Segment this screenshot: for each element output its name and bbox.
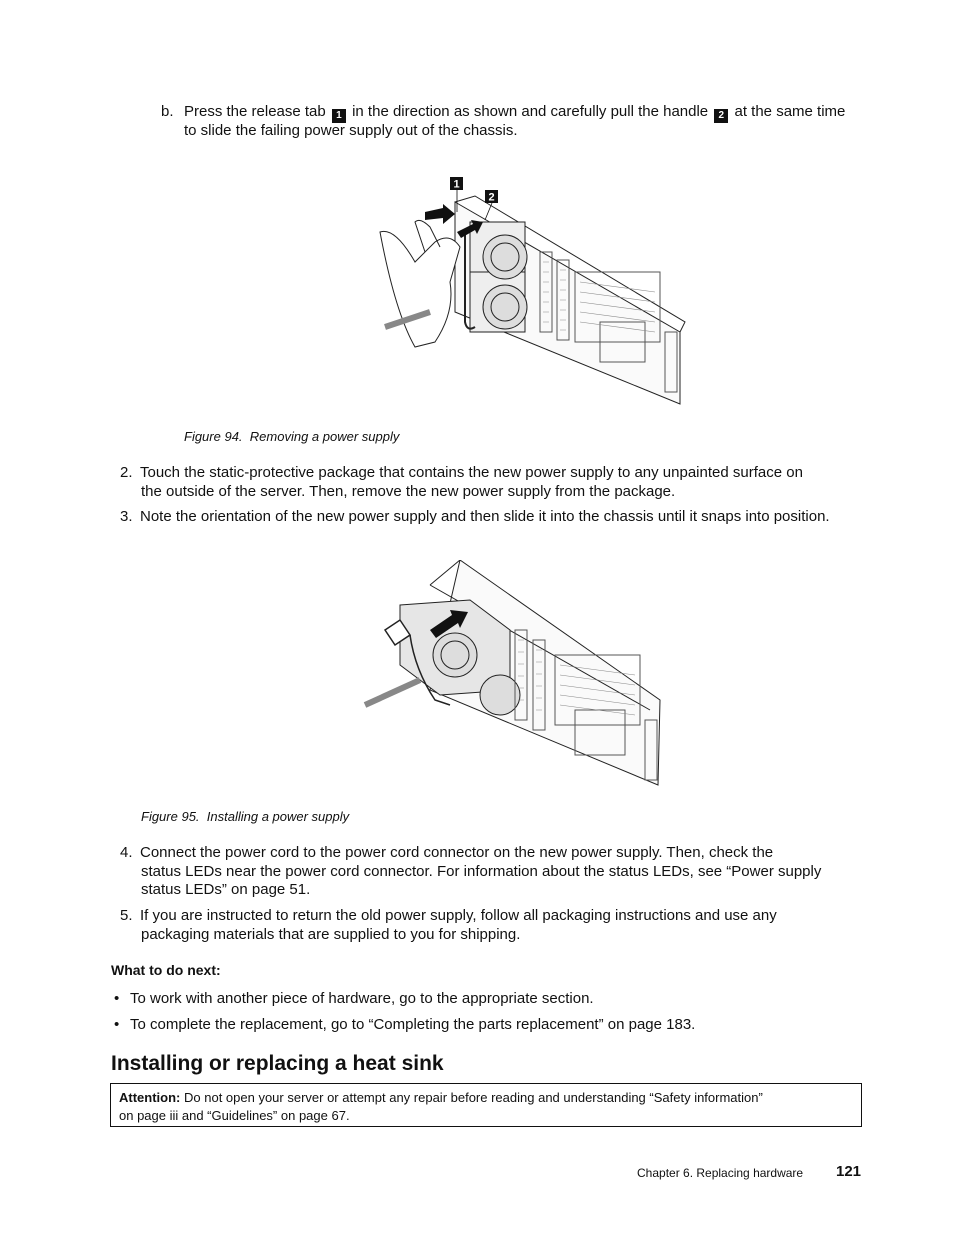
removing-power-supply-drawing (375, 172, 687, 408)
page-number: 121 (836, 1163, 862, 1180)
attention-text-1: Do not open your server or attempt any repair before reading and understanding “Safety information” (184, 1090, 763, 1105)
step-4-line-3: status LEDs” on page 51. (141, 881, 311, 898)
bullet-dot: • (114, 1016, 120, 1033)
figure-94-caption-text: Removing a power supply (249, 429, 400, 444)
footer-chapter: Chapter 6. Replacing hardware (637, 1166, 804, 1180)
bullet-dot: • (114, 990, 120, 1007)
figure-94-illustration (375, 172, 687, 408)
step-2-number: 2. (120, 464, 133, 481)
step-5-line-1: If you are instructed to return the old power supply, follow all packaging instructions and use any (140, 907, 777, 924)
section-title: Installing or replacing a heat sink (111, 1052, 444, 1075)
attention-text-2: on page iii and “Guidelines” on page 67. (119, 1107, 350, 1123)
callout-2-badge: 2 (714, 109, 728, 123)
figure-94-callout-2: 2 (488, 191, 495, 204)
bullet-item-1 (114, 990, 594, 1009)
figure-94-callout-1: 1 (453, 178, 460, 191)
step-5-line-2: packaging materials that are supplied to you for shipping. (141, 926, 521, 943)
bullet-text-2: To complete the replacement, go to “Completing the parts replacement” on page 183. (130, 1016, 696, 1033)
step-2 (120, 464, 803, 483)
step-5-number: 5. (120, 907, 133, 924)
step-3 (120, 508, 830, 527)
step-3-line-1: Note the orientation of the new power supply and then slide it into the chassis until it snaps into position. (140, 508, 830, 525)
step-4-line-2: status LEDs near the power cord connector. For information about the status LEDs, see “Power supply (141, 863, 822, 880)
step-2-line-2: the outside of the server. Then, remove the new power supply from the package. (141, 483, 676, 500)
step-b-line-2: to slide the failing power supply out of the chassis. (184, 122, 518, 139)
figure-94-caption (184, 429, 399, 444)
callout-1-badge: 1 (332, 109, 346, 123)
step-4 (120, 844, 773, 863)
step-4-line-1: Connect the power cord to the power cord connector on the new power supply. Then, check the (140, 844, 774, 861)
step-5 (120, 907, 777, 926)
what-to-do-next-heading: What to do next: (111, 962, 221, 978)
attention-box (110, 1083, 862, 1127)
figure-95-caption (141, 809, 349, 824)
bullet-text-1: To work with another piece of hardware, go to the appropriate section. (130, 990, 594, 1007)
step-b-text-3: at the same time (734, 103, 846, 120)
step-2-line-1: Touch the static-protective package that contains the new power supply to any unpainted surface on (140, 464, 803, 481)
installing-power-supply-drawing (360, 560, 662, 788)
figure-95-label: Figure 95. (141, 809, 200, 824)
figure-95-caption-text: Installing a power supply (206, 809, 350, 824)
figure-94-label: Figure 94. (184, 429, 243, 444)
figure-95-illustration (360, 560, 662, 788)
step-b-text-2: in the direction as shown and carefully pull the handle (352, 103, 709, 120)
attention-label: Attention: (119, 1090, 181, 1105)
attention-line-1 (119, 1089, 853, 1107)
step-b (161, 103, 881, 123)
step-b-letter: b. (161, 103, 174, 120)
step-3-number: 3. (120, 508, 133, 525)
step-4-number: 4. (120, 844, 133, 861)
bullet-item-2 (114, 1016, 695, 1035)
step-b-text-1: Press the release tab (184, 103, 326, 120)
